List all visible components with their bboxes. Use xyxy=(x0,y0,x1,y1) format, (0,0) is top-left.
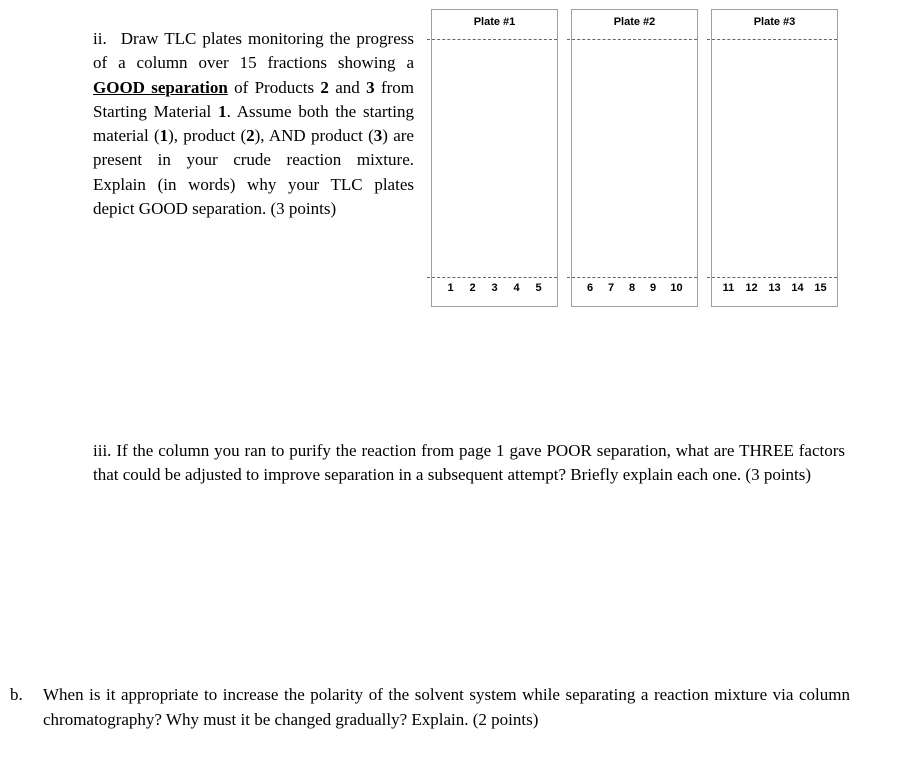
lane-label: 6 xyxy=(586,282,594,294)
question-b-text: When is it appropriate to increase the polarity of the solvent system while separating a reaction mixture via column chromatography? Why must it be changed gradually? Explain. (2 points) xyxy=(43,685,850,729)
compound-number: 1 xyxy=(218,101,227,121)
question-ii-text: of Products xyxy=(227,77,321,97)
lane-label: 13 xyxy=(768,282,781,294)
lane-label: 15 xyxy=(814,282,827,294)
compound-number: 2 xyxy=(246,126,255,146)
question-ii-text: and xyxy=(328,77,367,97)
tlc-plate-1[interactable] xyxy=(431,9,558,307)
lane-label: 8 xyxy=(628,282,636,294)
lane-label: 3 xyxy=(491,282,498,294)
lane-label: 5 xyxy=(535,282,542,294)
lane-label: 11 xyxy=(722,282,735,294)
question-ii-number: ii. xyxy=(93,29,107,48)
solvent-front-line xyxy=(427,39,557,40)
plate-title: Plate #2 xyxy=(613,16,656,28)
question-b xyxy=(10,682,850,732)
compound-number: 3 xyxy=(366,77,375,97)
lane-labels xyxy=(432,282,557,294)
question-ii-text: from Starting Material xyxy=(93,77,414,121)
baseline xyxy=(427,277,557,278)
question-ii-text: ) are present in your crude reaction mixture. Explain (in words) why your TLC plates depict GOOD separation. (3 points) xyxy=(93,126,414,219)
question-ii-text: Draw TLC plates monitoring the progress of a column over 15 fractions showing a xyxy=(93,29,414,73)
lane-label: 2 xyxy=(469,282,476,294)
question-ii-text: ), product ( xyxy=(168,126,247,146)
baseline xyxy=(567,277,697,278)
solvent-front-line xyxy=(567,39,697,40)
compound-number: 3 xyxy=(373,126,383,146)
lane-label: 1 xyxy=(447,282,454,294)
question-iii: iii. If the column you ran to purify the reaction from page 1 gave POOR separation, what are THREE factors that could be adjusted to improve separation in a subsequent attempt? Briefly explain each one. (3 points) xyxy=(93,441,845,485)
lane-label: 4 xyxy=(513,282,520,294)
question-b-label: b. xyxy=(10,685,23,704)
compound-number: 1 xyxy=(159,126,169,146)
question-ii-text: ), AND product ( xyxy=(254,126,374,146)
plate-title: Plate #3 xyxy=(753,16,796,28)
lane-label: 7 xyxy=(607,282,615,294)
lane-label: 14 xyxy=(791,282,804,294)
tlc-plate-3[interactable] xyxy=(711,9,838,307)
lane-labels xyxy=(712,282,837,294)
plate-title: Plate #1 xyxy=(473,16,516,28)
question-ii xyxy=(93,27,414,221)
solvent-front-line xyxy=(707,39,837,40)
baseline xyxy=(707,277,837,278)
lane-label: 12 xyxy=(745,282,758,294)
question-ii-text: . Assume both the starting material ( xyxy=(93,101,414,146)
good-separation-emphasis: GOOD separation xyxy=(93,77,228,97)
lane-label: 9 xyxy=(649,282,657,294)
compound-number: 2 xyxy=(320,77,329,97)
lane-label: 10 xyxy=(670,282,683,294)
lane-labels xyxy=(572,282,697,294)
tlc-plate-2[interactable] xyxy=(571,9,698,307)
